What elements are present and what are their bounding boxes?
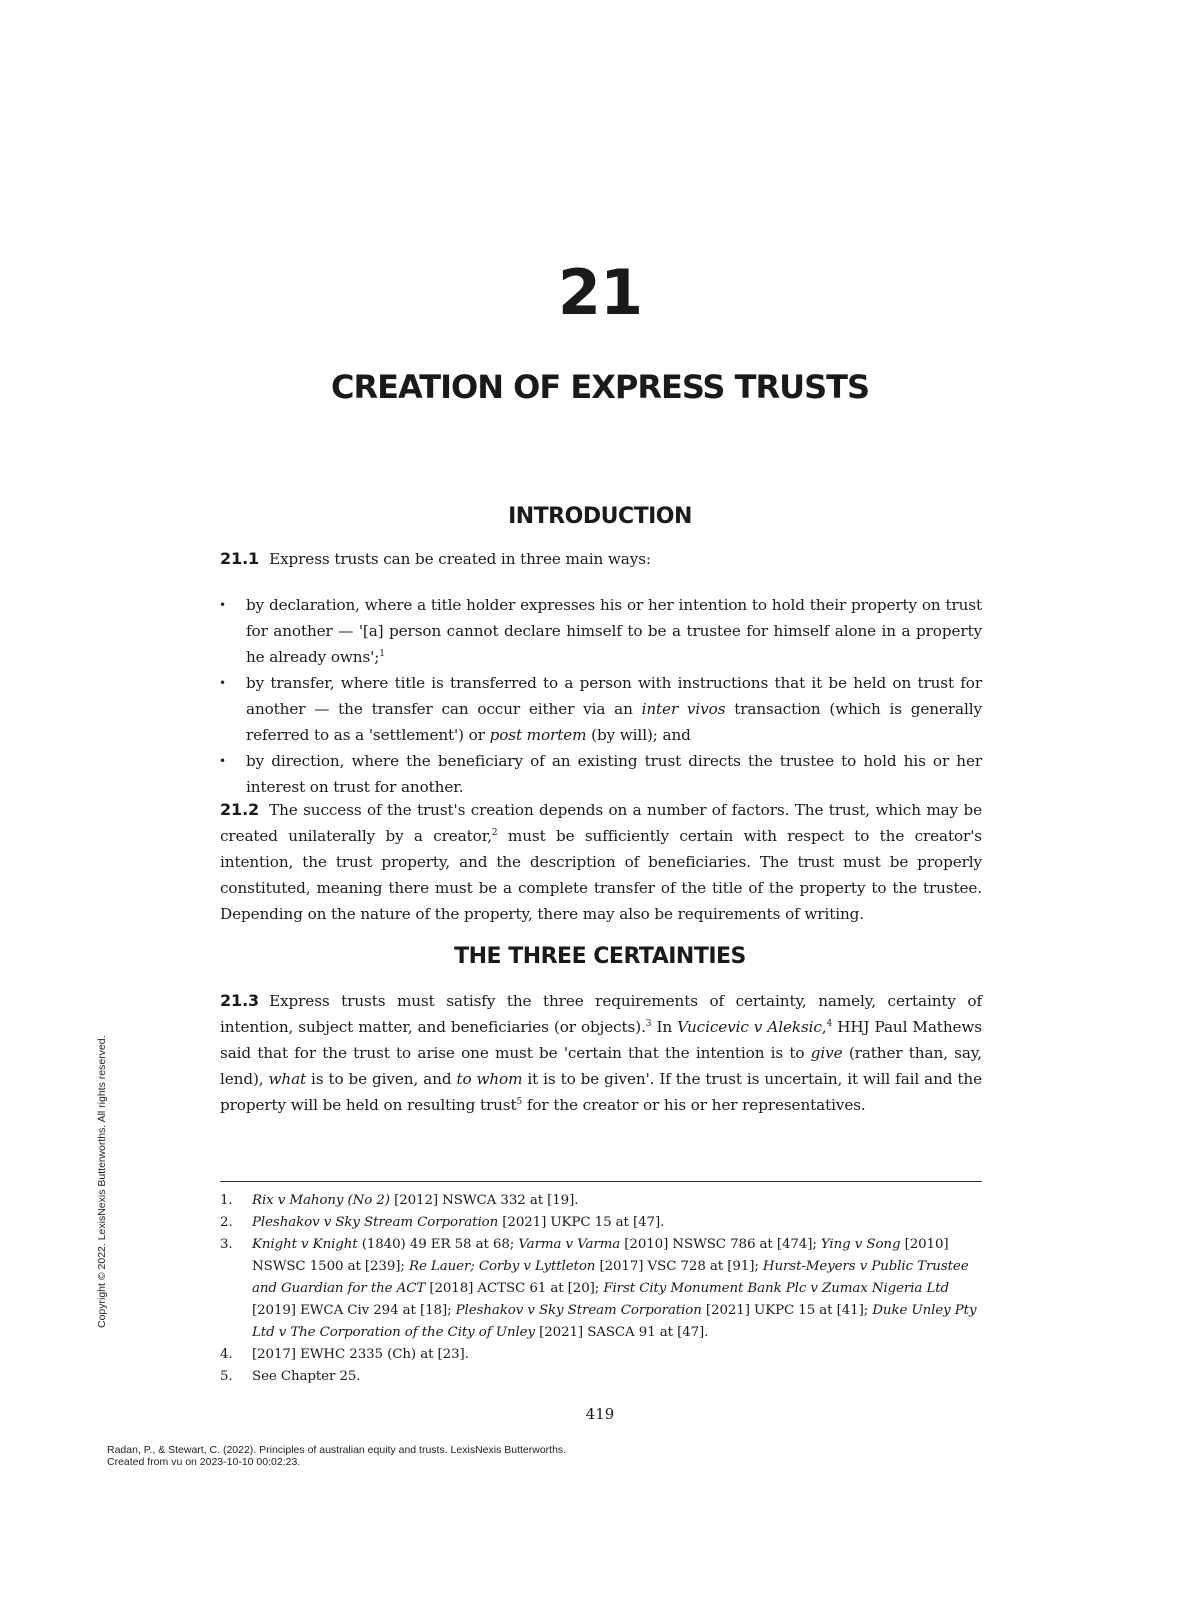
section-heading-three-certainties: THE THREE CERTAINTIES — [454, 944, 746, 969]
footnote-text: (1840) 49 ER 58 at 68; — [357, 1237, 519, 1252]
footnote-item — [220, 1190, 982, 1212]
footnote-ref[interactable]: 1 — [379, 648, 385, 659]
case-name: Pleshakov v Sky Stream Corporation — [252, 1215, 499, 1230]
footnote-text: [2010] NSWSC 786 at [474]; — [620, 1237, 821, 1252]
footnote-divider — [220, 1181, 982, 1182]
chapter-title: CREATION OF EXPRESS TRUSTS — [331, 368, 869, 406]
footnote-text: [2021] UKPC 15 at [47]. — [498, 1215, 665, 1230]
list-item — [216, 592, 982, 670]
list-item — [216, 748, 982, 800]
footnote-ref[interactable]: 5 — [516, 1096, 523, 1107]
footnote-item — [220, 1366, 982, 1388]
bullet-icon: • — [219, 754, 226, 768]
citation-footer — [107, 1444, 566, 1468]
latin-term: inter vivos — [641, 700, 726, 718]
page-number: 419 — [585, 1405, 615, 1423]
paragraph-21-3 — [220, 988, 982, 1118]
paragraph-text: HHJ Paul Mathews said that for the trust to arise one must be 'certain that the intention is to — [220, 1018, 982, 1062]
paragraph-text: for the creator or his or her representatives. — [522, 1096, 866, 1114]
case-name: Vucicevic v Aleksic — [677, 1018, 822, 1036]
paragraph-21-2 — [220, 797, 982, 927]
paragraph-21-1 — [220, 546, 982, 572]
footnote-text: See Chapter 25. — [252, 1369, 361, 1384]
case-name: First City Monument Bank Plc v Zumax Nigeria Ltd — [603, 1281, 950, 1296]
case-name: Varma v Varma — [518, 1237, 621, 1252]
footnote-number: 2. — [220, 1215, 233, 1230]
case-name: Knight v Knight — [252, 1237, 358, 1252]
footnote-ref[interactable]: 3 — [645, 1018, 652, 1029]
footnote-text: [2017] VSC 728 at [91]; — [595, 1259, 763, 1274]
paragraph-text: (rather than, say, lend), — [220, 1044, 982, 1088]
footnote-text: [2019] EWCA Civ 294 at [18]; — [252, 1303, 456, 1318]
footnote-number: 1. — [220, 1193, 233, 1208]
latin-term: post mortem — [489, 726, 587, 744]
paragraph-number: 21.2 — [220, 800, 260, 819]
paragraph-text: In — [651, 1018, 678, 1036]
citation-line: Radan, P., & Stewart, C. (2022). Principles of australian equity and trusts. LexisNexis Butterworths. — [107, 1444, 567, 1456]
footnote-number: 3. — [220, 1237, 233, 1252]
bullet-list — [216, 592, 982, 800]
citation-line: Created from vu on 2023-10-10 00:02:23. — [107, 1456, 301, 1468]
case-name: Pleshakov v Sky Stream Corporation — [455, 1303, 702, 1318]
bullet-icon: • — [219, 676, 226, 690]
chapter-number: 21 — [557, 256, 643, 329]
list-item-text: by direction, where the beneficiary of an existing trust directs the trustee to hold his or her interest on trust for another. — [246, 752, 982, 796]
footnote-text: [2010] NSWSC 1500 at [239]; — [252, 1237, 949, 1274]
case-name: Rix v Mahony (No 2) — [252, 1193, 390, 1208]
bullet-icon: • — [219, 598, 226, 612]
case-name: Re Lauer; Corby v Lyttleton — [408, 1259, 596, 1274]
list-item-text: transaction (which is generally referred to as a 'settlement') or — [246, 700, 982, 744]
footnote-list — [220, 1190, 982, 1388]
paragraph-number: 21.1 — [220, 549, 260, 568]
footnote-item — [220, 1212, 982, 1234]
footnote-item — [220, 1344, 982, 1366]
paragraph-text: is to be given, and — [306, 1070, 457, 1088]
footnote-number: 4. — [220, 1347, 233, 1362]
copyright-sidebar — [96, 978, 110, 1328]
footnote-ref[interactable]: 2 — [491, 827, 498, 838]
emphasis: to whom — [456, 1070, 523, 1088]
paragraph-text: it is to be given'. If the trust is uncertain, it will fail and the property will be held on resulting trust — [220, 1070, 982, 1114]
paragraph-text: Express trusts must satisfy the three requirements of certainty, namely, certainty of intention, subject matter, and beneficiaries (or objects). — [220, 992, 982, 1036]
emphasis: give — [810, 1044, 843, 1062]
case-name: Duke Unley Pty Ltd v The Corporation of the City of Unley — [252, 1303, 977, 1340]
copyright-notice: Copyright © 2022. LexisNexis Butterworths. All rights reserved. — [96, 1035, 108, 1328]
paragraph-text: The success of the trust's creation depends on a number of factors. The trust, which may be created unilaterally by a creator, — [220, 801, 982, 845]
paragraph-text: , — [821, 1018, 827, 1036]
footnote-text: [2021] UKPC 15 at [41]; — [701, 1303, 873, 1318]
footnote-item — [220, 1234, 982, 1344]
paragraph-text: must be sufficiently certain with respect to the creator's intention, the trust property, and the description of beneficiaries. The trust must be properly constituted, meaning there must be a complete transfer of the title of the property to the trustee. Depending on the nature of the property, there may also be requirements of writing. — [220, 827, 982, 923]
list-item — [216, 670, 982, 748]
case-name: Hurst-Meyers v Public Trustee and Guardian for the ACT — [252, 1259, 969, 1296]
list-item-text: by transfer, where title is transferred to a person with instructions that it be held on trust for another — the transfer can occur either via an — [246, 674, 982, 718]
footnote-ref[interactable]: 4 — [826, 1018, 833, 1029]
section-heading-introduction: INTRODUCTION — [508, 504, 692, 529]
paragraph-text: Express trusts can be created in three main ways: — [269, 550, 651, 568]
footnote-text: [2021] SASCA 91 at [47]. — [534, 1325, 709, 1340]
case-name: Ying v Song — [820, 1237, 901, 1252]
list-item-text: by declaration, where a title holder expresses his or her intention to hold their property on trust for another — '[a] person cannot declare himself to be a trustee for himself alone in a property he already owns'; — [246, 596, 982, 666]
paragraph-number: 21.3 — [220, 991, 260, 1010]
footnote-text: [2018] ACTSC 61 at [20]; — [425, 1281, 604, 1296]
footnote-text: [2017] EWHC 2335 (Ch) at [23]. — [252, 1347, 469, 1362]
list-item-text: (by will); and — [586, 726, 691, 744]
footnote-number: 5. — [220, 1369, 233, 1384]
footnote-text: [2012] NSWCA 332 at [19]. — [389, 1193, 579, 1208]
emphasis: what — [268, 1070, 307, 1088]
